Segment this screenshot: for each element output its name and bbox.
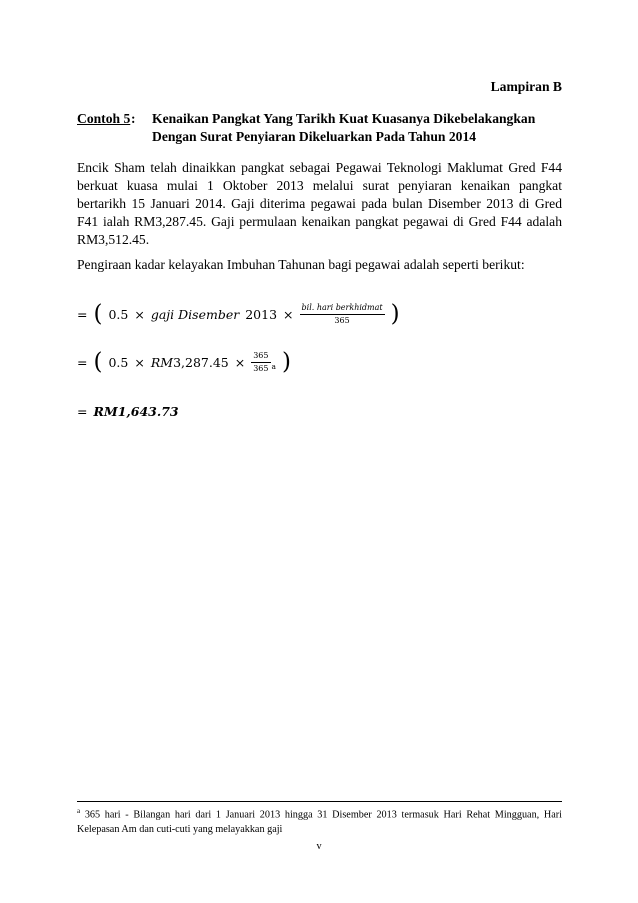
formula-substituted bbox=[77, 351, 291, 374]
footnote bbox=[77, 804, 562, 837]
open-paren: ( bbox=[93, 349, 103, 375]
equals-sign: = bbox=[77, 307, 88, 322]
footnote-divider bbox=[77, 801, 562, 802]
formula-result bbox=[77, 404, 179, 419]
example-label: Contoh 5 bbox=[77, 111, 131, 126]
variable-salary: gaji Disember bbox=[150, 307, 240, 322]
example-colon: : bbox=[131, 111, 136, 126]
fraction-numerator: 365 bbox=[251, 351, 270, 363]
fraction bbox=[251, 351, 270, 374]
equals-sign: = bbox=[77, 404, 88, 419]
footnote-marker: a bbox=[271, 362, 276, 371]
paragraph-line: berkuat kuasa mulai 1 Oktober 2013 melalui surat penyiaran kenaikan pangkat bbox=[77, 178, 562, 193]
salary-amount: RM3,287.45 bbox=[150, 355, 229, 370]
page-number: v bbox=[316, 841, 322, 852]
heading-title-line1: Kenaikan Pangkat Yang Tarikh Kuat Kuasanya Dikebelakangkan bbox=[152, 111, 536, 126]
times-sign: × bbox=[234, 355, 246, 370]
fraction-with-note bbox=[251, 351, 276, 374]
paragraph-line: Encik Sham telah dinaikkan pangkat sebagai Pegawai Teknologi Maklumat Gred F44 bbox=[77, 160, 562, 175]
coefficient: 0.5 bbox=[108, 355, 129, 370]
paragraph-line: F41 ialah RM3,287.45. Gaji permulaan kenaikan pangkat pegawai di Gred F44 adalah bbox=[77, 214, 562, 229]
heading-title-line2: Dengan Surat Penyiaran Dikeluarkan Pada Tahun 2014 bbox=[152, 129, 477, 144]
close-paren: ) bbox=[281, 349, 291, 375]
paragraph-intro bbox=[77, 159, 562, 249]
fraction-denominator: 365 bbox=[253, 364, 269, 373]
equals-sign: = bbox=[77, 355, 88, 370]
fraction-numerator: bil. hari berkhidmat bbox=[300, 303, 385, 315]
footnote-marker: a bbox=[77, 807, 81, 815]
result-value: RM1,643.73 bbox=[93, 404, 179, 419]
formula-general bbox=[77, 303, 400, 326]
paragraph-line: bertarikh 15 Januari 2014. Gaji diterima pegawai pada bulan Disember 2013 di Gred bbox=[77, 196, 562, 211]
appendix-label: Lampiran B bbox=[490, 79, 562, 94]
times-sign: × bbox=[134, 307, 145, 322]
fraction-denominator: 365 bbox=[334, 316, 350, 325]
open-paren: ( bbox=[93, 301, 103, 327]
times-sign: × bbox=[134, 355, 145, 370]
close-paren: ) bbox=[390, 301, 400, 327]
paragraph-line: RM3,512.45. bbox=[77, 232, 150, 247]
footnote-line2: Kelepasan Am dan cuti-cuti yang melayakkan gaji bbox=[77, 823, 283, 835]
fraction bbox=[300, 303, 385, 326]
paragraph-calculation-intro: Pengiraan kadar kelayakan Imbuhan Tahunan bagi pegawai adalah seperti berikut: bbox=[77, 257, 525, 272]
coefficient: 0.5 bbox=[108, 307, 129, 322]
times-sign: × bbox=[283, 307, 294, 322]
year: 2013 bbox=[245, 307, 278, 322]
footnote-line1: $^a$ 365 hari - Bilangan hari dari 1 Januari 2013 hingga 31 Disember 2013 termasuk Hari Rehat Mingguan, Hari bbox=[77, 807, 563, 821]
